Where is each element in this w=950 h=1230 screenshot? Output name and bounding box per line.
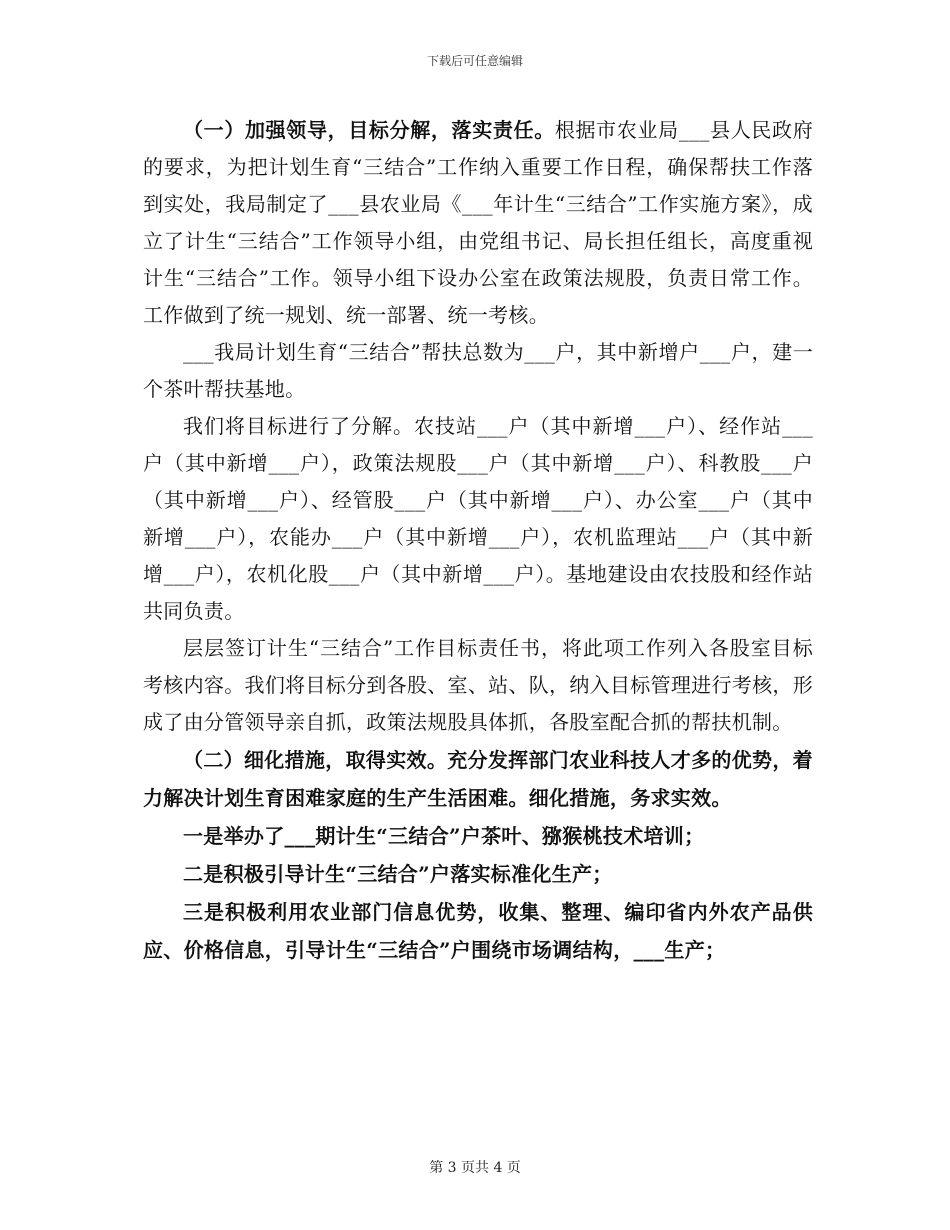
paragraph-responsibility: 层层签订计生“三结合”工作目标责任书，将此项工作列入各股室目标考核内容。我们将目标分到各股、室、站、队，纳入目标管理进行考核，形成了由分管领导亲自抓，政策法规股具体抓，各股室配合抓的帮扶机制。 (143, 636, 813, 734)
paragraph-measure-three: 三是积极利用农业部门信息优势，收集、整理、编印省内外农产品供应、价格信息，引导计生“三结合”户围绕市场调结构，___生产； (143, 900, 813, 962)
section-one-heading: （一）加强领导，目标分解，落实责任。 (183, 118, 555, 142)
paragraph-measure-one: 一是举办了___期计生“三结合”户茶叶、猕猴桃技术培训； (183, 824, 705, 848)
page-footer: 第 3 页共 4 页 (429, 1160, 521, 1176)
paragraph-section-two: （二）细化措施，取得实效。充分发挥部门农业科技人才多的优势，着力解决计划生育困难家庭的生产生活困难。细化措施，务求实效。 (143, 748, 813, 810)
paragraph-households-total: ___我局计划生育“三结合”帮扶总数为___户，其中新增户___户，建一个茶叶帮扶基地。 (143, 340, 813, 401)
document-body (143, 112, 813, 969)
paragraph-section-one (143, 112, 813, 334)
page-header: 下载后可任意编辑 (426, 54, 523, 68)
paragraph-measure-two: 二是积极引导计生“三结合”户落实标准化生产； (183, 862, 613, 886)
paragraph-target-breakdown: 我们将目标进行了分解。农技站___户（其中新增___户）、经作站___户（其中新增___户），政策法规股___户（其中新增___户）、科教股___户（其中新增___户）、经管股___户（其中新增___户）、办公室___户（其中新增___户），农能办___户（其中新增___户），农机监理站___户（其中新增___户），农机化股___户（其中新增___户）。基地建设由农技股和经作站共同负责。 (143, 414, 813, 623)
section-one-text: 根据市农业局___县人民政府的要求，为把计划生育“三结合”工作纳入重要工作日程，确保帮扶工作落到实处，我局制定了___县农业局《___年计生“三结合”工作实施方案》，成立了计生“三结合”工作领导小组，由党组书记、局长担任组长，高度重视计生“三结合”工作。领导小组下设办公室在政策法规股，负责日常工作。工作做到了统一规划、统一部署、统一考核。 (143, 118, 814, 327)
